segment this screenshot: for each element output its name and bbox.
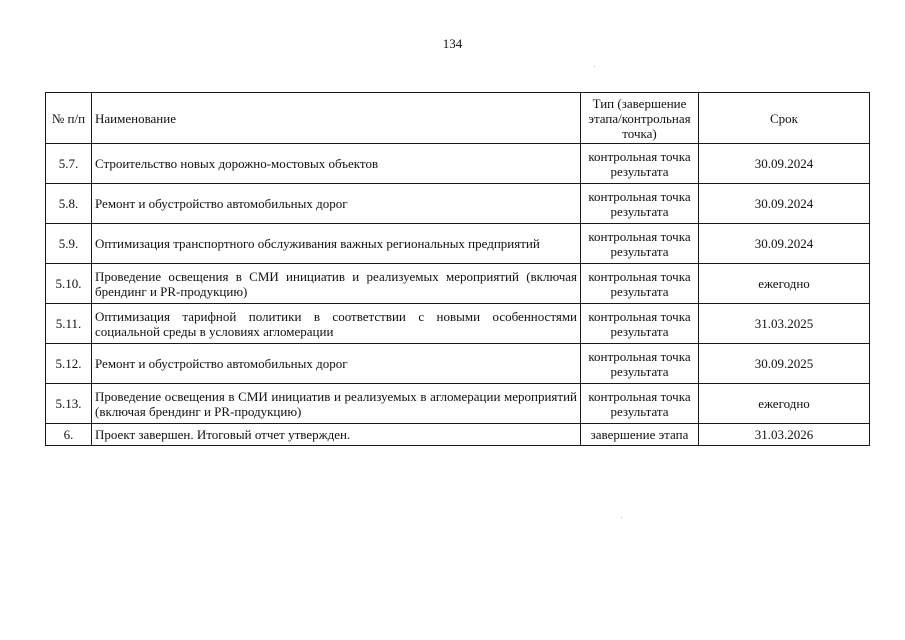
row-name: Проект завершен. Итоговый отчет утвержден. [92,424,581,446]
header-row [46,93,870,144]
row-num: 5.10. [46,264,92,304]
table-row [46,384,870,424]
table-body [46,144,870,446]
row-name: Оптимизация тарифной политики в соответствии с новыми особенностями социальной среды в условиях агломерации [92,304,581,344]
table-row [46,424,870,446]
table-row [46,224,870,264]
row-date: 30.09.2024 [699,144,870,184]
header-date: Срок [699,93,870,144]
row-num: 5.8. [46,184,92,224]
row-name: Проведение освещения в СМИ инициатив и реализуемых в агломерации мероприятий (включая брендинг и PR-продукцию) [92,384,581,424]
row-num: 5.12. [46,344,92,384]
row-date: 30.09.2024 [699,224,870,264]
schedule-table [45,92,870,446]
row-type: контрольная точка результата [581,144,699,184]
table-row [46,344,870,384]
row-date: 31.03.2025 [699,304,870,344]
table-row [46,304,870,344]
table-row [46,144,870,184]
row-num: 5.11. [46,304,92,344]
row-type: контрольная точка результата [581,224,699,264]
scan-speck [594,66,595,67]
row-num: 5.9. [46,224,92,264]
row-name: Строительство новых дорожно-мостовых объектов [92,144,581,184]
page-number: 134 [442,36,463,51]
row-date: ежегодно [699,384,870,424]
row-date: 30.09.2025 [699,344,870,384]
header-num: № п/п [46,93,92,144]
row-num: 5.7. [46,144,92,184]
row-name: Ремонт и обустройство автомобильных дорог [92,184,581,224]
row-num: 6. [46,424,92,446]
row-type: контрольная точка результата [581,304,699,344]
table-header [46,93,870,144]
row-date: ежегодно [699,264,870,304]
row-type: завершение этапа [581,424,699,446]
row-type: контрольная точка результата [581,184,699,224]
row-name: Проведение освещения в СМИ инициатив и реализуемых мероприятий (включая брендинг и PR-продукцию) [92,264,581,304]
header-name: Наименование [92,93,581,144]
row-date: 31.03.2026 [699,424,870,446]
row-name: Оптимизация транспортного обслуживания важных региональных предприятий [92,224,581,264]
row-type: контрольная точка результата [581,264,699,304]
scan-speck [621,517,622,518]
table-row [46,264,870,304]
row-num: 5.13. [46,384,92,424]
row-type: контрольная точка результата [581,384,699,424]
row-name: Ремонт и обустройство автомобильных дорог [92,344,581,384]
table-row [46,184,870,224]
row-type: контрольная точка результата [581,344,699,384]
header-type: Тип (завершение этапа/контрольная точка) [581,93,699,144]
row-date: 30.09.2024 [699,184,870,224]
